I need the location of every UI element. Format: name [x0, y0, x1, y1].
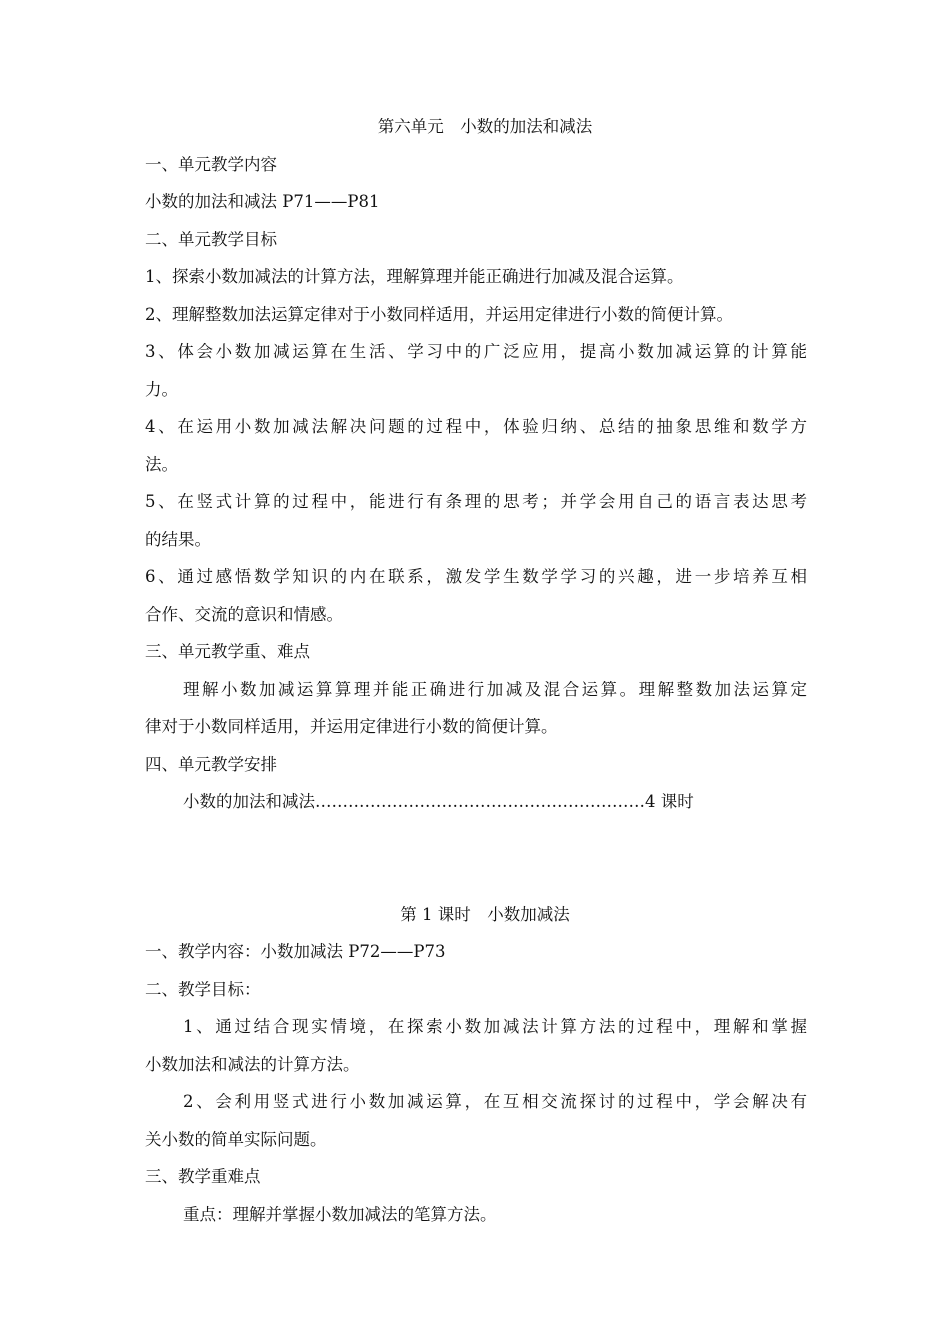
- lesson-focus: 重点：理解并掌握小数加减法的笔算方法。: [183, 1204, 497, 1224]
- lesson-goal-2-line1: 2、会利用竖式进行小数加减运算，在互相交流探讨的过程中，学会解决有: [183, 1092, 807, 1111]
- section-spacer: [145, 821, 807, 896]
- unit-goal-4-line2: 法。: [145, 454, 178, 474]
- unit-goal-4-line1: 4、在运用小数加减法解决问题的过程中，体验归纳、总结的抽象思维和数学方: [145, 417, 807, 436]
- unit-content-pages: 小数的加法和减法 P71——P81: [145, 192, 380, 211]
- lesson-goal-1-line1: 1、通过结合现实情境，在探索小数加减法计算方法的过程中，理解和掌握: [183, 1017, 807, 1036]
- unit-heading-goals: 二、单元教学目标: [145, 229, 277, 249]
- lesson-heading-content: 一、教学内容：小数加减法 P72——P73: [145, 942, 446, 961]
- unit-goal-5-line2: 的结果。: [145, 529, 211, 549]
- unit-heading-content: 一、单元教学内容: [145, 154, 277, 174]
- unit-goal-5-line1: 5、在竖式计算的过程中，能进行有条理的思考；并学会用自己的语言表达思考: [145, 492, 807, 511]
- unit-goal-6-line2: 合作、交流的意识和情感。: [145, 604, 343, 624]
- lesson-title: 第 1 课时 小数加减法: [400, 904, 570, 924]
- unit-goal-6-line1: 6、通过感悟数学知识的内在联系，激发学生数学学习的兴趣，进一步培养互相: [145, 567, 807, 586]
- unit-goal-2: 2、理解整数加法运算定律对于小数同样适用，并运用定律进行小数的简便计算。: [145, 304, 733, 324]
- document-body: [145, 108, 807, 1233]
- unit-goal-1: 1、探索小数加减法的计算方法，理解算理并能正确进行加减及混合运算。: [145, 267, 684, 286]
- lesson-goal-2-line2: 关小数的简单实际问题。: [145, 1129, 327, 1149]
- unit-goal-3-line2: 力。: [145, 379, 178, 399]
- unit-schedule-item: 小数的加法和减法……………………………………………………4 课时: [183, 792, 694, 811]
- unit-heading-schedule: 四、单元教学安排: [145, 754, 277, 774]
- lesson-goal-1-line2: 小数加法和减法的计算方法。: [145, 1054, 360, 1074]
- lesson-heading-key-points: 三、教学重难点: [145, 1167, 261, 1186]
- unit-key-points-line1: 理解小数加减运算算理并能正确进行加减及混合运算。理解整数加法运算定: [183, 679, 807, 699]
- unit-key-points-line2: 律对于小数同样适用，并运用定律进行小数的简便计算。: [145, 717, 558, 736]
- unit-goal-3-line1: 3、体会小数加减运算在生活、学习中的广泛应用，提高小数加减运算的计算能: [145, 342, 807, 361]
- unit-title: 第六单元 小数的加法和减法: [377, 117, 593, 136]
- unit-heading-key-points: 三、单元教学重、难点: [145, 642, 310, 661]
- lesson-heading-goals: 二、教学目标：: [145, 979, 261, 999]
